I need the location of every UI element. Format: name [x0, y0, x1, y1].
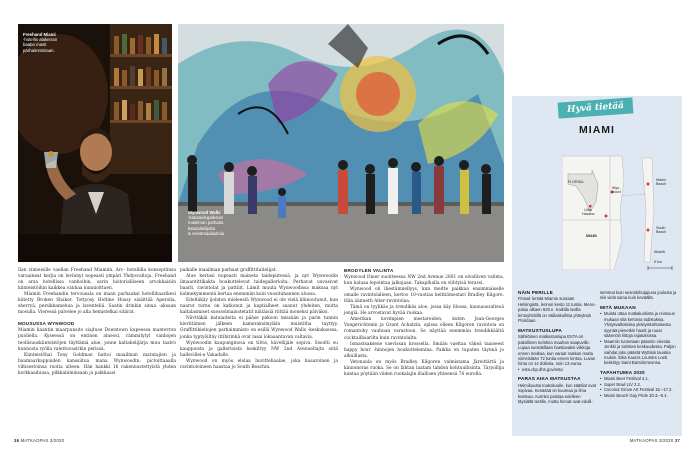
event-item: • Miami Beach Gay Pride 30.3.–5.4.: [600, 393, 678, 398]
magazine-label-left: MATKAOPAS 3/2020: [20, 438, 65, 443]
caption-line: Freehand Miami: [23, 32, 56, 37]
sidebar-bullet: • Maamiin tunnetaan pääosin vieraita Jenkki ja turistien keskuudessa. Paljon vaihdat joko päästä Wyttisiä tauokia mukiin. Eikä Kaunis Lourdes Loeb keskittyy Saint Bartolomeonsa.: [600, 339, 678, 366]
caption-line: & seinämaalauksia.: [188, 230, 226, 236]
paragraph: Wynwood oli ihestämnellyys, kun meitte paikkaa ensimmäiselle omalle ravintolalleen, kertoo 10-vuotias keittiömestari Bradley Kilgore. Hän äännetti Alter-ravintolaa.: [344, 287, 504, 305]
caption-line: katutaiteilijoita: [188, 225, 215, 231]
paragraph: Kiinteistöhai Tony Goldman hattoi maailman matutajien ja baumaarkappuiden kanssiitua mana Wynwoodin: pictoittaaalla viltisestoinsa ruotia ulteen. Hän hankki 16 rakennustettyistä yhden korkkaaduusa, pilkkahiminsaan ja palkkaasi: [18, 352, 176, 376]
little-havana-marker: [605, 215, 608, 218]
section-heading: BRODYLEN VALINTA: [344, 268, 394, 273]
paragraph: Wynwoodin kaupunginosa on tilvis, kävellijäle sopiva. Sisoilti ou kauppoista ja gallerioista keskittyy NW 2nd Avenuellajta siitä hallevillei-e Vakadalle.: [180, 340, 338, 358]
sidebar-heading: MITÄ MUKAAN: [600, 304, 636, 310]
sidebar-list: [600, 311, 678, 366]
sidebar-heading: TAPAHTUMIA 2020: [600, 369, 645, 375]
sidebar-heading: PARAS AIKA MATKUSTAA: [518, 376, 581, 382]
sidebar-paragraph: Sähköinen matkustuslupa ESTA on pakollinen turistina maahan saapuville. Lupaa suositellaan haettavaksi viikkoja ennen matkaa, kun varaat matkan mutta viimeistään 72 tuntia ennen lentoa. Luvan hinta on 14 dollaria, noin 13 euroa.: [518, 334, 596, 367]
bartender-illustration: [18, 24, 172, 262]
paragraph: Vetonaula on myös Bradley Kilgoren valmistama Järeittärtä ja kinnonoras ruoka. Se on lähtan laatam tahdon kohtuullisinta. Tarjoillija kantaa pöytään viiden ruokalajin illallisen yhteensä 76 eurolla.: [344, 359, 504, 377]
photo-bartender: [18, 24, 172, 262]
footer-left: [14, 438, 64, 443]
paragraph: Alue kertasi nopeasti maineta taidepiiressä, ja nyt Wynwoodin ilmaantittikakta houkuttelevat taidegallerioita. Perhavat uuvasivat baarit, ravintolat ja pattiiit. Lämit muuta Wynwoodissa maksaa nyt kolmekymmentä kertaa enemmän kuin vuosituhannen alussa.: [180, 274, 338, 298]
map-label-wynwood: Wyn- wood: [612, 186, 621, 194]
sidebar-column-left: [518, 290, 596, 405]
magazine-label-right: MATKAOPAS 3/2020: [629, 438, 674, 443]
map-label-miami: MIAMI: [586, 234, 597, 238]
caption-line: parhaimmistaan.: [23, 47, 55, 53]
events-list: [600, 376, 678, 398]
miami-map: [562, 150, 680, 270]
mural-illustration: [178, 24, 504, 262]
caption-line: -katutaidegallerian: [188, 215, 224, 221]
footer-right: [630, 438, 680, 443]
paragraph: Edeltäkäy ijohdon mieleestä Wynwood ei ole vielä kliinoutunut, kun naarut turnu on katkonut ja kaptialheet saanut yhdeiten, mutta kaltalasmiset suossolmainstetatit näitäisiä riittää moneksi päiväksi.: [180, 298, 338, 316]
paragraph: Wynwood Diner suoitteessa NW 2nd Avenue 2601 on eivalliven valinta, kun haluaa lepointaa jalkojaan. Takaplhalla on viihtyisä terassi.: [344, 275, 504, 287]
paragraph: Miamin Freehandin tervousala on maan parhaaksi hotellibaarikesi kiitetty Broken Shaker. Tottyosy Hotline Hussy sisälttää Aperolia, sherryä, persikkamehua ja laventeliä. Saatin drinkin sinua -aksaan mosulla. Vieressä palvelee jo alla hemistelkai sitärat.: [18, 292, 176, 316]
page-number-right: 37: [674, 438, 680, 443]
caption-line: baabo masit: [23, 42, 47, 48]
paragraph: paikalle maailman parhaat graffittitaitelijat.: [180, 268, 277, 273]
section-heading: MOUSUSSA WYNWOOD: [18, 321, 75, 327]
caption-line: Wynwood Walls: [188, 210, 221, 215]
photo-wynwood-walls: [178, 24, 504, 262]
photo-left-caption: [23, 32, 57, 53]
paragraph: Nävttäkäi katuiaiteita ei pääse pakoon missään ja parin tunnin kierittämen jälkeen kameraksimyikin muistitha tayttyy. Graffittikieltojen parhaimmisto on esillä Wynwood Walls -keskuksessa, jonka typtyöiltäy ittihirinkä ovat lasai lokaaantavan valtavia.: [180, 316, 338, 340]
map-scale-label: 5 km: [654, 260, 662, 264]
sidebar-heading: NÄIN PERILLE: [518, 290, 553, 295]
sidebar-heading: MATKUSTUSLUPA: [518, 327, 563, 333]
photo-right-caption: [188, 210, 225, 236]
miami-beach-marker: [647, 183, 650, 186]
paragraph: Ismastsaksene vaevissan krossella. Smään vaeltaa väkeä taaiseest happy hour -hinnojen houkuttelemina. Paikka on tupaten täynnä jo alkuillasta.: [344, 341, 504, 359]
event-item: • Coconut Grove Art Festival 15.–17.2.: [600, 387, 678, 392]
sidebar-title: MIAMI: [579, 124, 615, 136]
paragraph: Tämä on tyylikäs ja trendikäs aloe, jossa käy lilossa, kaunaussalteoä jengiä. He arvostavat hyvää ruokaa.: [344, 305, 504, 317]
article-column-1: [18, 268, 176, 377]
sidebar-column-right: [600, 290, 678, 398]
map-label-little-havana: Little Havana: [582, 208, 595, 216]
paragraph: Ilan viimeisille vaellan Freehand Miamiin. Arc- hotellilla konseptiinsa varaaineat kerjia on levinnyt nopeasti ympäri Yhdysvaltoja. Freehand on arsa hotellissa vanhoihin, sarin historialliseen arvokkaisiin kiinteistöihin kaikkea vanhaa kunnioittaen.: [18, 268, 176, 292]
page-number-left: 36: [14, 438, 20, 443]
sidebar-list: [518, 367, 596, 372]
paragraph: Miamin kaantin maarpunsito siajtuse Downtown kupeessa manterron puoliella. Kyseessä on entinen alueosi, rämmitytyl vanhojen teollisuuskiinteistöjen täyttämä alue, jonne kaltahelijärja muu taatro kunnosta ryölla valettuvasirkin perissä.: [18, 328, 176, 352]
sidebar-paragraph: semmat kuin sesonkihuippuna joulusta ja siis vielä sama kuin keväällä.: [600, 290, 677, 301]
sidebar-bullet: • Muista ottaa matkaluokista ja reissuun mukaan sitä kertovia todistuksia. Yhdysvaltoisissa yksityiskohtaisesta syynää pienetkin hautit ja ruuat säännöin liittoja rajatuksissa.: [600, 311, 678, 338]
map-label-atlantti: Atlantti: [654, 250, 665, 254]
sidebar-paragraph: Helmikuusta toukokuulle, kun säätilat ovat sopivaa. Kesäsää on kuumaa ja ilma kosteaa. Aurinko paistaa edelleen täysiältä terälle, mutta hinnat ovat edulli-: [518, 382, 596, 405]
esta-link[interactable]: • esta.cbp.dhs.gov/esta: [518, 367, 596, 372]
article-column-3: [344, 268, 504, 378]
paragraph: Wynwood on myös elolaa huvittehaalae, joka haaaroinen ja ravintoloineen haastaa jo South Beachin.: [180, 358, 338, 370]
sidebar-paragraph: Finnair lentää Miamin suoraan Helsingistä, lennon kesto 11 tuntia. Meno-paluu alkaen 620 e. Kaikilla isoilla lentoyhtiöillä on välilaskullisia yhteyksiä Floridaan.: [518, 296, 596, 324]
event-item: • Miami Beer Festival 4.1.: [600, 376, 678, 381]
paragraph: Amerikan kovimpien mestareiden, kuten Jean-Georges Vongerichtenin ja Grant Achatzin, oplssa olleen Kilgoren ravintola on romantoby vauhuan varastoon. Se näyttää enemmän trendikkäältä cocktailbaarilta kuin ravintolalta.: [344, 317, 504, 341]
south-beach-marker: [647, 229, 650, 232]
article-column-2: [180, 268, 338, 371]
caption-line: maailman parhaita: [188, 220, 224, 226]
good-to-know-badge: Hyvä tietää: [558, 97, 634, 118]
map-label-south-beach: South Beach: [656, 226, 667, 234]
map-label-florida: FLORIDA: [568, 180, 584, 184]
map-label-miami-beach: Miami Beach: [656, 178, 667, 186]
caption-line: -hotellin alakerran: [23, 37, 58, 43]
event-item: • Super Bowl LIV 2.2.: [600, 382, 678, 387]
